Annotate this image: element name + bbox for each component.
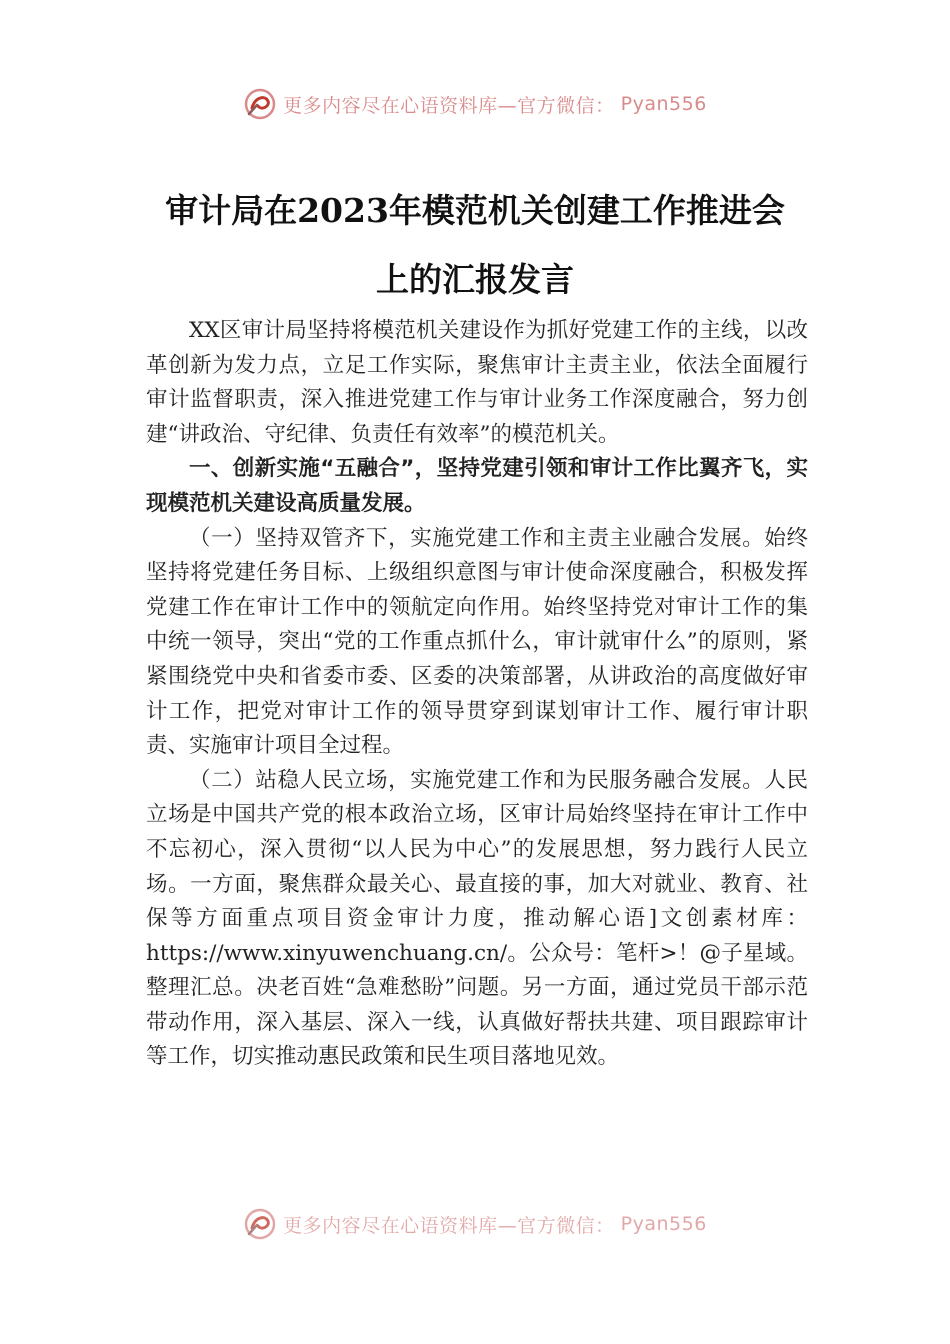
swirl-logo-icon xyxy=(243,87,277,121)
watermark-banner-bottom xyxy=(0,1204,950,1244)
watermark-banner-top xyxy=(0,84,950,124)
section-heading-1: 一、创新实施“五融合”，坚持党建引领和审计工作比翼齐飞，实现模范机关建设高质量发展。 xyxy=(146,456,808,516)
watermark-account: Pyan556 xyxy=(620,93,707,115)
intro-paragraph: XX区审计局坚持将模范机关建设作为抓好党建工作的主线，以改革创新为发力点，立足工作实际，聚焦审计主责主业，依法全面履行审计监督职责，深入推进党建工作与审计业务工作深度融合，努力创建“讲政治、守纪律、负责任有效率”的模范机关。 xyxy=(146,318,808,447)
document-body xyxy=(146,314,808,1075)
swirl-logo-icon xyxy=(243,1207,277,1241)
subsection-paragraph-1: （一）坚持双管齐下，实施党建工作和主责主业融合发展。始终坚持将党建任务目标、上级组织意图与审计使命深度融合，积极发挥党建工作在审计工作中的领航定向作用。始终坚持党对审计工作的集中统一领导，突出“党的工作重点抓什么，审计就审什么”的原则，紧紧围绕党中央和省委市委、区委的决策部署，从讲政治的高度做好审计工作，把党对审计工作的领导贯穿到谋划审计工作、履行审计职责、实施审计项目全过程。 xyxy=(146,525,808,759)
watermark-account: Pyan556 xyxy=(620,1213,707,1235)
subsection-paragraph-2: （二）站稳人民立场，实施党建工作和为民服务融合发展。人民立场是中国共产党的根本政治立场，区审计局始终坚持在审计工作中不忘初心，深入贯彻“以人民为中心”的发展思想，努力践行人民立场。一方面，聚焦群众最关心、最直接的事，加大对就业、教育、社保等方面重点项目资金审计力度，推动解心语]文创素材库：https://www.xinyuwenchuang.cn/。公众号：笔杆>！@子星域。整理汇总。决老百姓“急难愁盼”问题。另一方面，通过党员干部示范带动作用，深入基层、深入一线，认真做好帮扶共建、项目跟踪审计等工作，切实推动惠民政策和民生项目落地见效。 xyxy=(146,767,808,1070)
watermark-text: 更多内容尽在心语资料库—官方微信： xyxy=(283,94,615,117)
watermark-text: 更多内容尽在心语资料库—官方微信： xyxy=(283,1214,615,1237)
document-title-line1: 审计局在2023年模范机关创建工作推进会 xyxy=(165,191,785,230)
document-title-line2: 上的汇报发言 xyxy=(376,260,574,299)
